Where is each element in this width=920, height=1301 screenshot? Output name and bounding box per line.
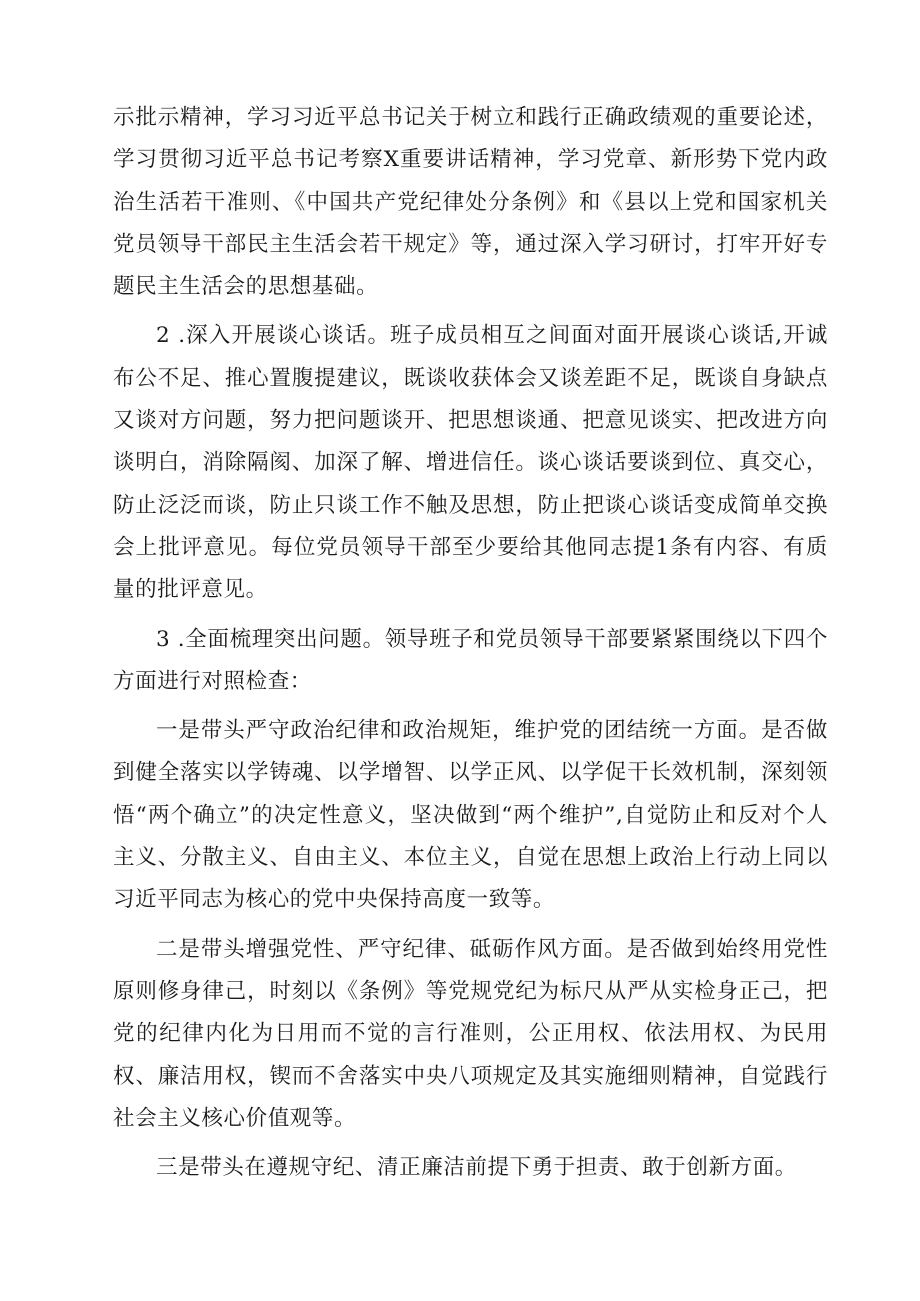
paragraph-point-one-political-discipline: 一是带头严守政治纪律和政治规矩，维护党的团结统一方面。是否做到健全落实以学铸魂、以学增智、以学正风、以学促干长效机制，深刻领悟“两个确立”的决定性意义，坚决做到“两个维护”,自觉防止和反对个人主义、分散主义、自由主义、本位主义，自觉在思想上政治上行动上同以习近平同志为核心的党中央保持高度一致等。 (113, 718, 828, 913)
paragraph-heart-to-heart-talks: 2 .深入开展谈心谈话。班子成员相互之间面对面开展谈心谈话,开诚布公不足、推心置腹提建议，既谈收获体会又谈差距不足，既谈自身缺点又谈对方问题，努力把问题谈开、把思想谈通、把意见谈实、把改进方向谈明白，消除隔阂、加深了解、增进信任。谈心谈话要谈到位、真交心，防止泛泛而谈，防止只谈工作不触及思想，防止把谈心谈话变成简单交换会上批评意见。每位党员领导干部至少要给其他同志提1条有内容、有质量的批评意见。 (113, 323, 828, 603)
paragraph-point-two-party-spirit: 二是带头增强党性、严守纪律、砥砺作风方面。是否做到始终用党性原则修身律己，时刻以《条例》等党规党纪为标尺从严从实检身正己，把党的纪律内化为日用而不觉的言行准则，公正用权、依法用权、为民用权、廉洁用权，锲而不舍落实中央八项规定及其实施细则精神，自觉践行社会主义核心价值观等。 (113, 936, 828, 1131)
paragraph-point-three-responsibility: 三是带头在遵规守纪、清正廉洁前提下勇于担责、敢于创新方面。 (156, 1155, 797, 1181)
document-body (113, 97, 828, 1189)
paragraph-study-content: 示批示精神，学习习近平总书记关于树立和践行正确政绩观的重要论述，学习贯彻习近平总书记考察X重要讲话精神，学习党章、新形势下党内政治生活若干准则、《中国共产党纪律处分条例》和《县以上党和国家机关党员领导干部民主生活会若干规定》等，通过深入学习研讨，打牢开好专题民主生活会的思想基础。 (113, 105, 828, 300)
paragraph-sort-out-problems: 3 .全面梳理突出问题。领导班子和党员领导干部要紧紧围绕以下四个方面进行对照检查： (113, 626, 828, 694)
